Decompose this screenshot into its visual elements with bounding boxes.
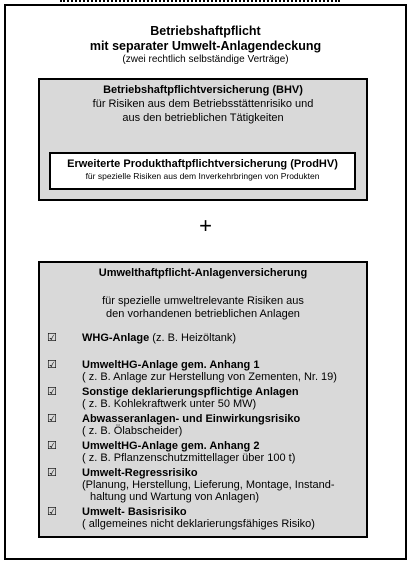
item-title: Abwasseranlagen- und Einwirkungsrisiko	[82, 413, 301, 425]
umwelt-desc-line-1: für spezielle umweltrelevante Risiken aus	[102, 295, 304, 307]
item-note: (Planung, Herstellung, Lieferung, Montage, Instand-	[82, 479, 335, 491]
title-line-1: Betriebshaftpflicht	[150, 24, 261, 38]
umwelt-description	[40, 295, 366, 321]
diagram-title	[6, 24, 405, 66]
checkbox-icon: ☑	[47, 413, 57, 425]
checkbox-icon: ☑	[47, 332, 57, 344]
umwelt-desc-line-2: den vorhandenen betrieblichen Anlagen	[106, 308, 300, 320]
item-title: Umwelt- Basisrisiko	[82, 506, 187, 518]
bhv-text	[40, 83, 366, 125]
umwelt-box	[38, 261, 368, 538]
item-title: WHG-Anlage	[82, 332, 150, 344]
item-note: ( z. B. Anlage zur Herstellung von Zementen, Nr. 19)	[82, 371, 337, 383]
bhv-line-2: für Risiken aus dem Betriebsstättenrisiko und	[92, 98, 314, 110]
bhv-box	[38, 78, 368, 201]
list-item	[40, 467, 366, 503]
item-note: ( z. B. Pflanzenschutzmittellager über 100 t)	[82, 452, 296, 464]
item-note-continued: haltung und Wartung von Anlagen)	[90, 491, 259, 503]
plus-sign: +	[199, 213, 212, 238]
item-title: Umwelt-Regressrisiko	[82, 467, 198, 479]
list-item	[40, 386, 366, 410]
risk-list	[40, 332, 366, 530]
checkbox-icon: ☑	[47, 467, 57, 479]
list-item	[40, 413, 366, 437]
checkbox-icon: ☑	[47, 359, 57, 371]
list-item	[40, 440, 366, 464]
title-subtitle: (zwei rechtlich selbständige Verträge)	[122, 54, 289, 65]
item-note: ( z. B. Kohlekraftwerk unter 50 MW)	[82, 398, 257, 410]
item-title: UmweltHG-Anlage gem. Anhang 1	[82, 359, 260, 371]
list-item	[40, 506, 366, 530]
bhv-heading: Betriebshaftpflichtversicherung (BHV)	[103, 84, 303, 96]
checkbox-icon: ☑	[47, 506, 57, 518]
checkbox-icon: ☑	[47, 386, 57, 398]
item-note: ( allgemeines nicht deklarierungsfähiges Risiko)	[82, 518, 315, 530]
diagram-frame	[4, 4, 407, 560]
item-title: UmweltHG-Anlage gem. Anhang 2	[82, 440, 260, 452]
title-line-2: mit separater Umwelt-Anlagendeckung	[89, 39, 322, 53]
prodhv-box	[49, 152, 356, 190]
umwelt-heading: Umwelthaftpflicht-Anlagenversicherung	[98, 267, 308, 279]
list-item	[40, 332, 366, 344]
item-title: Sonstige deklarierungspflichtige Anlagen	[82, 386, 299, 398]
list-item	[40, 359, 366, 383]
prodhv-subtitle: für spezielle Risiken aus dem Inverkehrbringen von Produkten	[85, 171, 320, 181]
item-note: ( z. B. Ölabscheider)	[82, 425, 183, 437]
checkbox-icon: ☑	[47, 440, 57, 452]
bhv-line-3: aus den betrieblichen Tätigkeiten	[122, 112, 284, 124]
prodhv-title: Erweiterte Produkthaftpflichtversicherung (ProdHV)	[67, 158, 338, 170]
item-inline-note: (z. B. Heizöltank)	[149, 332, 237, 344]
